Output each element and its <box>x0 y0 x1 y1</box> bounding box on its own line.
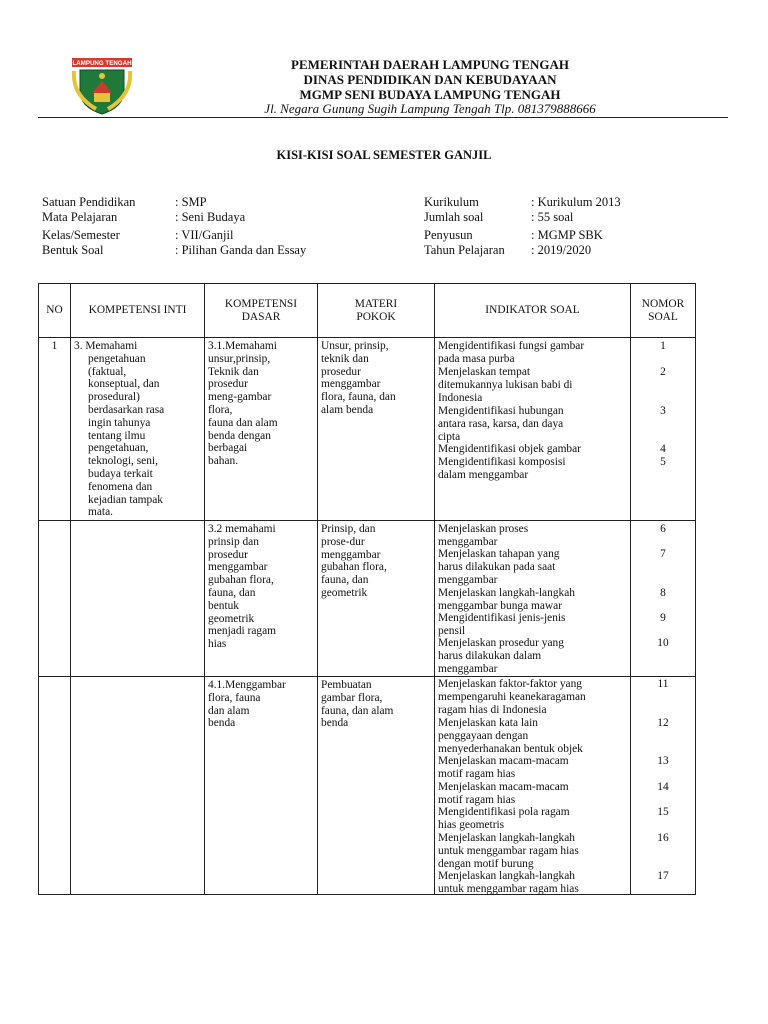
indicator-text: Menjelaskan proses menggambar <box>438 523 529 548</box>
cell-materi-pokok: Pembuatan gambar flora, fauna, dan alam benda <box>318 677 435 895</box>
kisi-kisi-table <box>38 283 696 895</box>
header-materi-pokok: MATERI POKOK <box>318 284 435 338</box>
indicator-text: Mengidentifikasi jenis-jenis pensil <box>438 612 566 637</box>
indicator-text: Menjelaskan macam-macam motif ragam hias <box>438 781 569 806</box>
question-number: 13 <box>657 755 669 767</box>
question-number: 8 <box>660 587 666 599</box>
cell-kompetensi-inti <box>71 521 205 677</box>
info-label-bentuk: Bentuk Soal <box>42 243 104 257</box>
info-value-kurikulum: : Kurikulum 2013 <box>531 195 621 209</box>
document-title: KISI-KISI SOAL SEMESTER GANJIL <box>276 148 492 162</box>
question-number: 17 <box>657 870 669 882</box>
indicator-text: Mengidentifikasi pola ragam hias geometris <box>438 806 570 831</box>
table-row <box>39 521 696 677</box>
cell-no: 1 <box>39 338 71 521</box>
header-rule <box>38 117 728 118</box>
question-number: 11 <box>657 678 669 690</box>
cell-indikator <box>435 338 631 521</box>
question-number: 12 <box>657 717 669 729</box>
info-label-kelas: Kelas/Semester <box>42 228 120 242</box>
cell-indikator <box>435 521 631 677</box>
info-value-kelas: : VII/Ganjil <box>175 228 234 242</box>
header-government: PEMERINTAH DAERAH LAMPUNG TENGAH <box>291 57 569 72</box>
info-label-penyusun: Penyusun <box>424 228 473 242</box>
indicator-text: Menjelaskan langkah-langkah menggambar bunga mawar <box>438 587 575 612</box>
question-number: 9 <box>660 612 666 624</box>
question-number: 5 <box>660 456 666 468</box>
header-mgmp: MGMP SENI BUDAYA LAMPUNG TENGAH <box>299 87 561 102</box>
question-number: 4 <box>660 443 666 455</box>
indicator-text: Mengidentifikasi fungsi gambar pada masa purba <box>438 340 585 365</box>
info-value-tahun: : 2019/2020 <box>531 243 592 257</box>
indicator-text: Menjelaskan tempat ditemukannya lukisan babi di Indonesia <box>438 366 573 404</box>
table-header-row <box>39 284 696 338</box>
info-label-mapel: Mata Pelajaran <box>42 210 118 224</box>
header-indikator-soal: INDIKATOR SOAL <box>435 284 631 338</box>
indicator-text: Mengidentifikasi komposisi dalam menggambar <box>438 456 566 481</box>
cell-nomor <box>631 521 696 677</box>
cell-no <box>39 677 71 895</box>
table-row <box>39 338 696 521</box>
cell-materi-pokok: Prinsip, dan prose-dur menggambar gubahan flora, fauna, dan geometrik <box>318 521 435 677</box>
info-value-satuan: : SMP <box>175 195 207 209</box>
question-number: 2 <box>660 366 666 378</box>
cell-no <box>39 521 71 677</box>
cell-kompetensi-dasar: 3.2 memahami prinsip dan prosedur menggambar gubahan flora, fauna, dan bentuk geometrik menjadi ragam hias <box>205 521 318 677</box>
info-value-penyusun: : MGMP SBK <box>531 228 603 242</box>
logo-text: LAMPUNG TENGAH <box>72 60 132 67</box>
header-nomor-soal: NOMOR SOAL <box>631 284 696 338</box>
cell-kompetensi-dasar: 4.1.Menggambar flora, fauna dan alam benda <box>205 677 318 895</box>
lampung-tengah-emblem <box>70 57 134 115</box>
header-kompetensi-inti: KOMPETENSI INTI <box>71 284 205 338</box>
question-number: 10 <box>657 637 669 649</box>
info-label-satuan: Satuan Pendidikan <box>42 195 136 209</box>
indicator-text: Menjelaskan langkah-langkah untuk menggambar ragam hias dengan motif burung <box>438 832 579 870</box>
info-label-tahun: Tahun Pelajaran <box>424 243 505 257</box>
header-kompetensi-dasar: KOMPETENSI DASAR <box>205 284 318 338</box>
question-number: 3 <box>660 405 666 417</box>
cell-nomor <box>631 677 696 895</box>
cell-materi-pokok: Unsur, prinsip, teknik dan prosedur menggambar flora, fauna, dan alam benda <box>318 338 435 521</box>
header-address: Jl. Negara Gunung Sugih Lampung Tengah Tlp. 081379888666 <box>264 101 596 116</box>
cell-indikator <box>435 677 631 895</box>
indicator-text: Menjelaskan tahapan yang harus dilakukan pada saat menggambar <box>438 548 560 586</box>
info-label-kurikulum: Kurikulum <box>424 195 479 209</box>
info-value-mapel: : Seni Budaya <box>175 210 246 224</box>
cell-kompetensi-dasar: 3.1.Memahami unsur,prinsip, Teknik dan prosedur meng-gambar flora, fauna dan alam benda dengan berbagai bahan. <box>205 338 318 521</box>
table-row <box>39 677 696 895</box>
header-department: DINAS PENDIDIKAN DAN KEBUDAYAAN <box>303 72 557 87</box>
cell-kompetensi-inti <box>71 677 205 895</box>
indicator-text: Mengidentifikasi hubungan antara rasa, karsa, dan daya cipta <box>438 405 564 443</box>
cell-kompetensi-inti: 3. Memahami pengetahuan (faktual, konseptual, dan prosedural) berdasarkan rasa ingin tahunya tentang ilmu pengetahuan, teknologi, seni, budaya terkait fenomena dan kejadian tampak mata. <box>71 338 205 521</box>
question-number: 1 <box>660 340 666 352</box>
question-number: 6 <box>660 523 666 535</box>
question-number: 14 <box>657 781 669 793</box>
info-label-jumlah: Jumlah soal <box>424 210 484 224</box>
info-value-bentuk: : Pilihan Ganda dan Essay <box>175 243 307 257</box>
question-number: 16 <box>657 832 669 844</box>
info-value-jumlah: : 55 soal <box>531 210 574 224</box>
indicator-text: Menjelaskan kata lain penggayaan dengan menyederhanakan bentuk objek <box>438 717 583 755</box>
indicator-text: Menjelaskan macam-macam motif ragam hias <box>438 755 569 780</box>
header-no: NO <box>39 284 71 338</box>
question-number: 7 <box>660 548 666 560</box>
question-number: 15 <box>657 806 669 818</box>
indicator-text: Menjelaskan prosedur yang harus dilakukan dalam menggambar <box>438 637 564 675</box>
cell-nomor <box>631 338 696 521</box>
indicator-text: Mengidentifikasi objek gambar <box>438 443 581 455</box>
indicator-text: Menjelaskan faktor-faktor yang mempengaruhi keanekaragaman ragam hias di Indonesia <box>438 678 586 716</box>
indicator-text: Menjelaskan langkah-langkah untuk menggambar ragam hias <box>438 870 579 895</box>
